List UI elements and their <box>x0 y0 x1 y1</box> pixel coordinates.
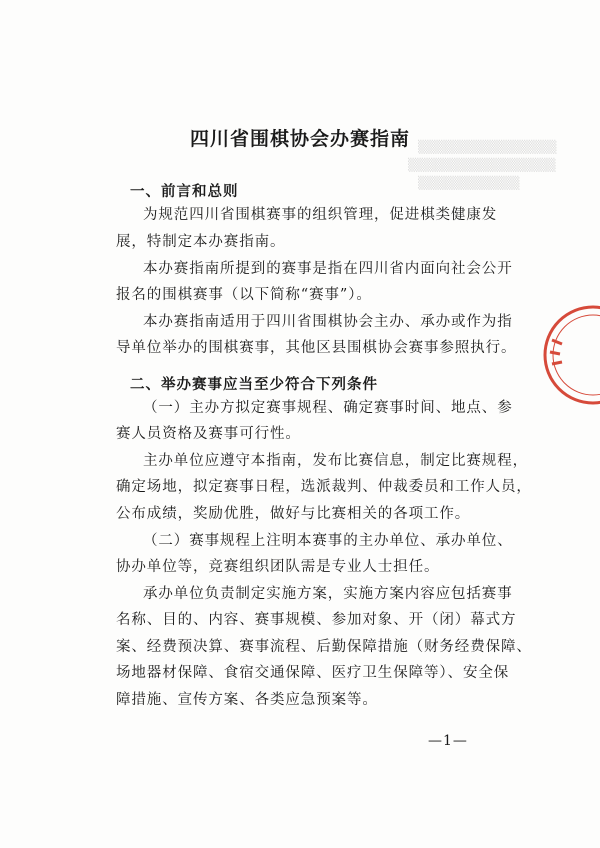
bleed-through-text: ▒▒▒▒▒▒▒▒▒▒▒▒▒▒▒ <box>418 140 557 154</box>
bleed-through-text: ▒▒▒▒▒▒▒▒▒▒▒▒▒▒▒▒ <box>408 158 556 172</box>
paragraph-line: 名称、目的、内容、赛事规模、参加对象、开（闭）幕式方 <box>116 612 517 628</box>
paragraph-line: 案、经费预决算、赛事流程、后勤保障措施（财务经费保障、 <box>116 639 532 655</box>
bleed-through-text: ▒▒▒▒▒▒▒▒▒▒▒ <box>418 176 520 190</box>
paragraph-line: 赛人员资格及赛事可行性。 <box>116 426 301 442</box>
paragraph-line: 为规范四川省围棋赛事的组织管理，促进棋类健康发 <box>143 207 498 223</box>
paragraph-line: 展，特制定本办赛指南。 <box>116 234 286 250</box>
paragraph-line: 确定场地，拟定赛事日程，选派裁判、仲裁委员和工作人员， <box>116 479 532 495</box>
seal-glyph-fragment <box>550 340 562 364</box>
paragraph-line: 导单位举办的围棋赛事，其他区县围棋协会赛事参照执行。 <box>116 340 517 356</box>
paragraph-line: 公布成绩，奖励优胜，做好与比赛相关的各项工作。 <box>116 506 471 522</box>
paragraph-line: （二）赛事规程上注明本赛事的主办单位、承办单位、 <box>143 533 513 549</box>
paragraph-line: 报名的围棋赛事（以下简称“赛事”）。 <box>116 287 372 303</box>
page-number: —1— <box>428 733 468 749</box>
official-seal-icon <box>538 300 600 410</box>
paragraph-line: 场地器材保障、食宿交通保障、医疗卫生保障等）、安全保 <box>116 665 510 681</box>
paragraph-line: 协办单位等，竞赛组织团队需是专业人士担任。 <box>116 559 440 575</box>
paragraph-line: 承办单位负责制定实施方案，实施方案内容应包括赛事 <box>143 586 513 602</box>
seal-inner-ring <box>553 315 600 395</box>
document-title: 四川省围棋协会办赛指南 <box>189 128 410 150</box>
paragraph-line: 障措施、宣传方案、各类应急预案等。 <box>116 692 378 708</box>
paragraph-line: （一）主办方拟定赛事规程、确定赛事时间、地点、参 <box>143 400 513 416</box>
section-heading: 二、举办赛事应当至少符合下列条件 <box>130 377 378 393</box>
paragraph-line: 本办赛指南适用于四川省围棋协会主办、承办或作为指 <box>143 314 513 330</box>
paragraph-line: 主办单位应遵守本指南，发布比赛信息，制定比赛规程， <box>143 453 528 469</box>
paragraph-line: 本办赛指南所提到的赛事是指在四川省内面向社会公开 <box>143 261 513 277</box>
section-heading: 一、前言和总则 <box>130 184 239 200</box>
